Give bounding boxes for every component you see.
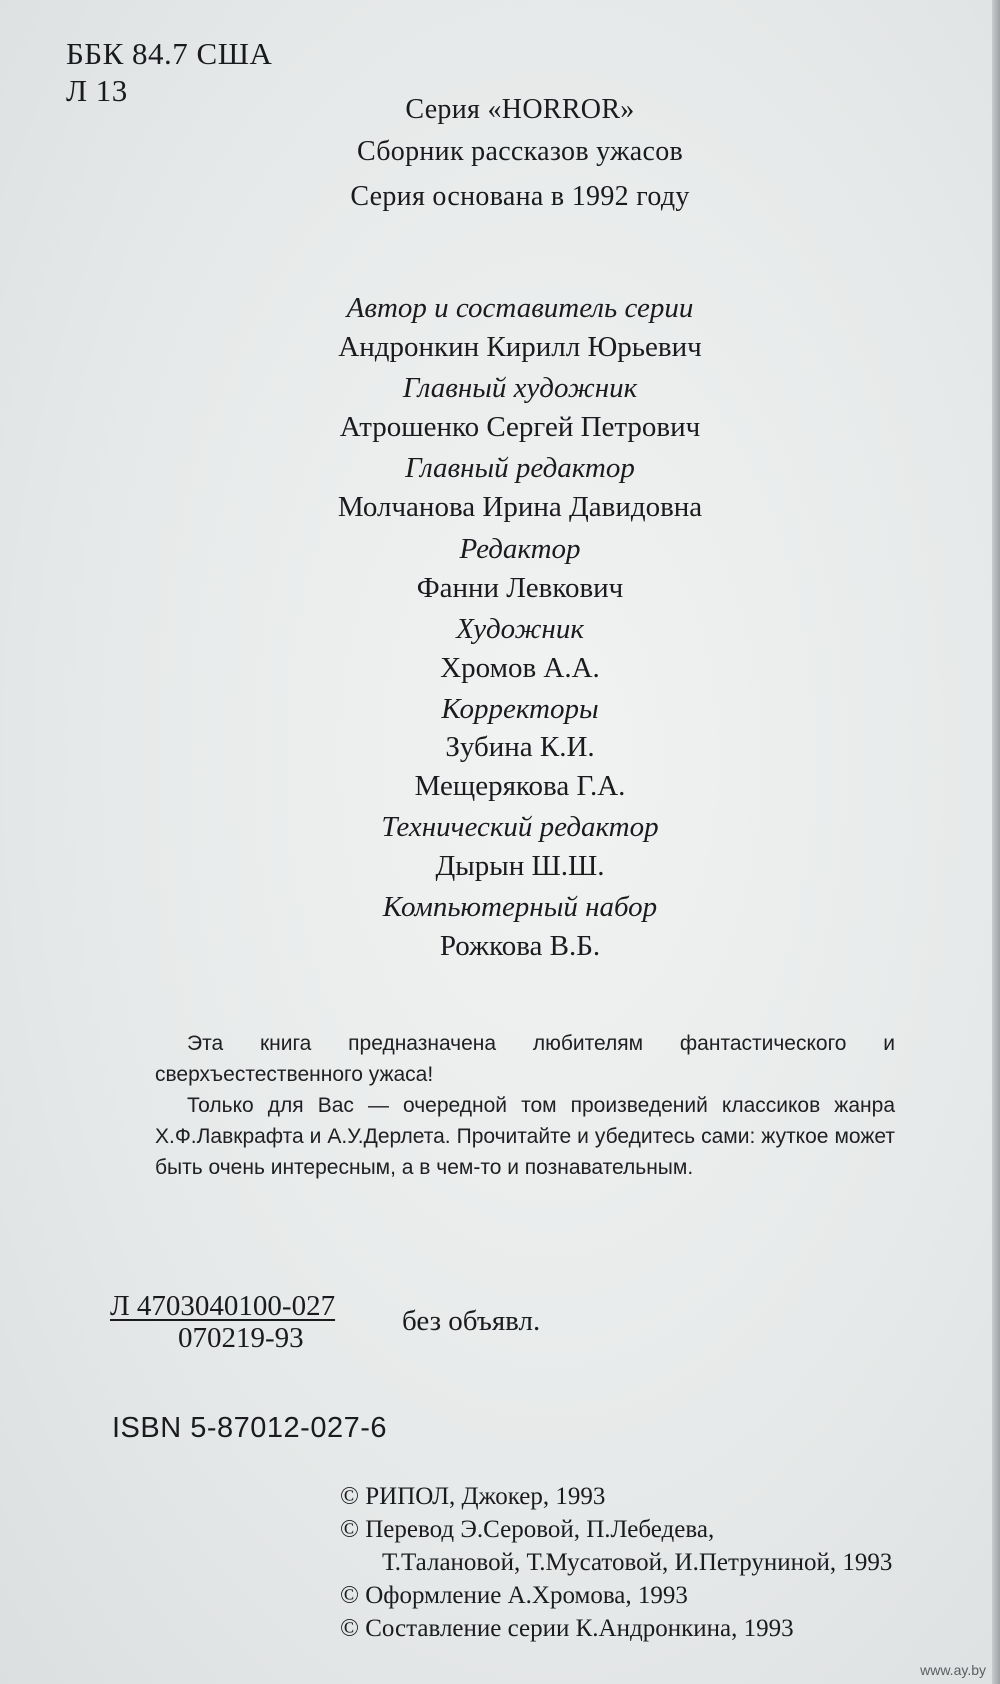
series-title: Серия «HORROR» bbox=[405, 94, 635, 125]
credit-role: Главный редактор bbox=[405, 452, 635, 484]
credit-role: Компьютерный набор bbox=[382, 891, 658, 923]
watermark: www.ay.by bbox=[920, 1662, 986, 1678]
copyright-line: © Составление серии К.Андронкина, 1993 bbox=[340, 1615, 794, 1642]
publisher-code-numerator: Л 4703040100-027 bbox=[110, 1290, 336, 1322]
copyright-line: © Оформление А.Хромова, 1993 bbox=[340, 1582, 688, 1609]
copyright-line: Т.Талановой, Т.Мусатовой, И.Петруниной, 1993 bbox=[382, 1549, 893, 1576]
bbk-code: ББК 84.7 США bbox=[66, 36, 273, 71]
credit-name: Фанни Левкович bbox=[416, 572, 624, 604]
credit-role: Редактор bbox=[459, 533, 581, 565]
credit-name: Атрошенко Сергей Петрович bbox=[339, 411, 701, 443]
copyright-line: © РИПОЛ, Джокер, 1993 bbox=[340, 1483, 606, 1510]
credit-name: Мещерякова Г.А. bbox=[414, 770, 626, 802]
library-code: Л 13 bbox=[66, 73, 128, 108]
series-founded: Серия основана в 1992 году bbox=[350, 181, 690, 212]
credit-role: Автор и составитель серии bbox=[346, 292, 694, 324]
credit-role: Технический редактор bbox=[381, 811, 659, 843]
credit-name: Рожкова В.Б. bbox=[439, 930, 601, 962]
credit-name: Хромов А.А. bbox=[440, 652, 600, 684]
credit-role: Художник bbox=[456, 613, 584, 645]
annotation-paragraph: Только для Вас — очередной том произведений классиков жанра Х.Ф.Лавкрафта и А.У.Дерлета. Прочитайте и убедитесь сами: жуткое может быть очень интересным, а в чем-то и познавательным. bbox=[155, 1094, 895, 1179]
annotation bbox=[155, 1028, 895, 1183]
series-subtitle: Сборник рассказов ужасов bbox=[356, 136, 684, 167]
credit-name: Молчанова Ирина Давидовна bbox=[337, 491, 703, 523]
copyright-block bbox=[340, 1480, 970, 1645]
publisher-code-denominator: 070219-93 bbox=[178, 1322, 304, 1354]
credit-name: Зубина К.И. bbox=[445, 731, 595, 763]
annotation-paragraph: Эта книга предназначена любителям фантастического и сверхъестественного ужаса! bbox=[155, 1032, 895, 1086]
credit-role: Корректоры bbox=[441, 693, 599, 725]
credit-role: Главный художник bbox=[402, 372, 638, 404]
copyright-line: © Перевод Э.Серовой, П.Лебедева, bbox=[340, 1516, 715, 1543]
credit-name: Андронкин Кирилл Юрьевич bbox=[338, 331, 702, 363]
page-edge bbox=[992, 0, 1000, 1684]
credit-name: Дырын Ш.Ш. bbox=[435, 850, 605, 882]
price-note: без объявл. bbox=[402, 1305, 541, 1337]
isbn: ISBN 5-87012-027-6 bbox=[112, 1412, 387, 1444]
